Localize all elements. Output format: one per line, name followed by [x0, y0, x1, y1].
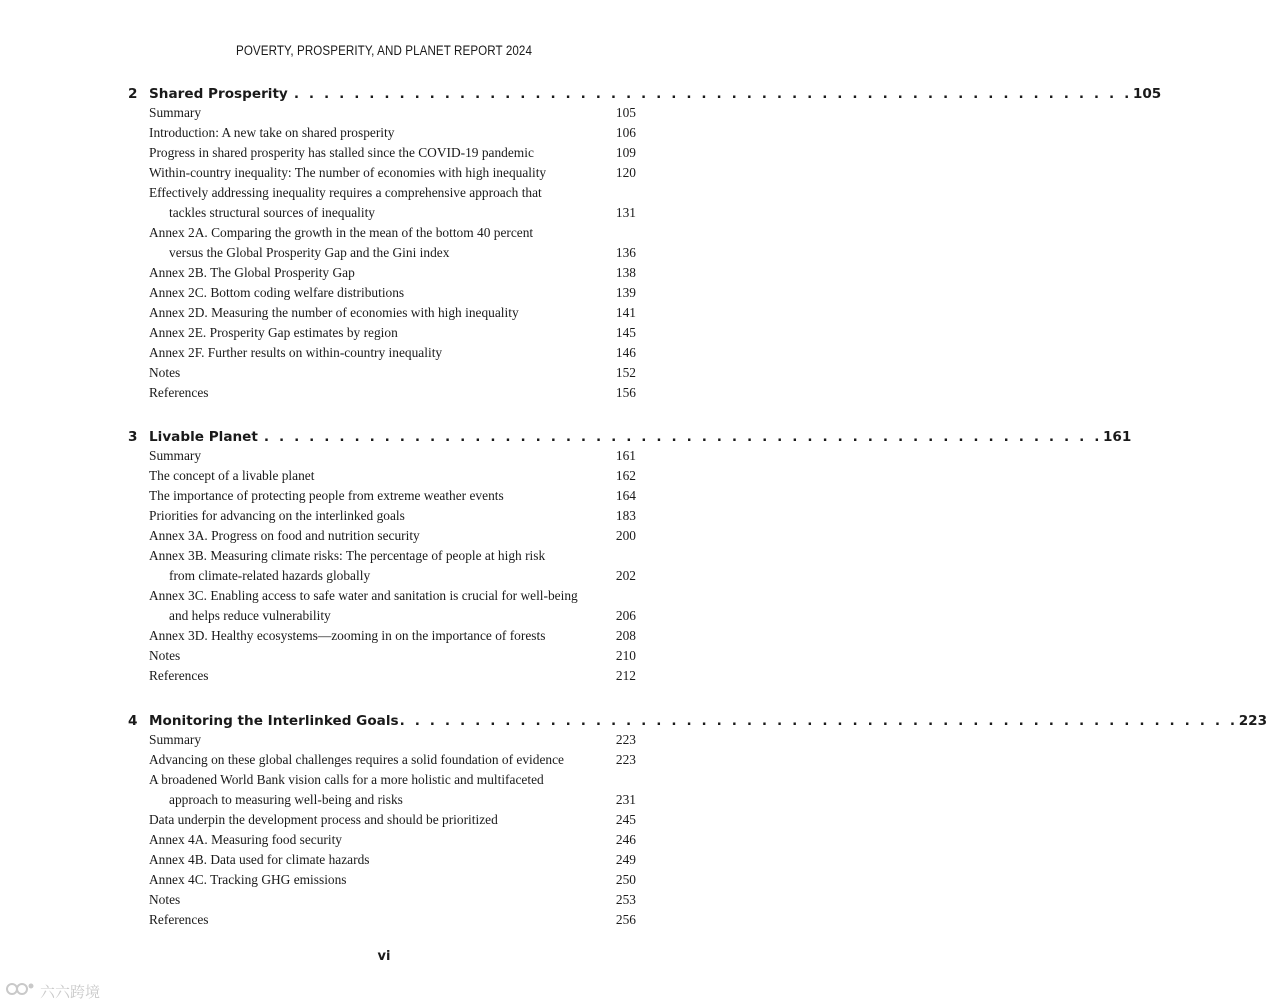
entry-page: 120 — [615, 165, 636, 180]
dot-leader: . . . . . . . . . . . . . . . . . . . . . . . . . . . . . . . . . . . . . . . . . . . . . . . . . . . . . . . . — [263, 429, 1102, 445]
entry-title: Annex 3D. Healthy ecosystems—zooming in on the importance of forests — [149, 628, 546, 643]
toc-entry[interactable] — [0, 750, 768, 770]
entry-page: 208 — [615, 628, 636, 643]
toc-entry[interactable] — [0, 263, 768, 283]
toc-entry[interactable] — [0, 163, 768, 183]
running-header: POVERTY, PROSPERITY, AND PLANET REPORT 2024 — [235, 43, 533, 58]
toc-entry[interactable] — [0, 830, 768, 850]
entry-page: 146 — [615, 345, 636, 360]
watermark — [6, 979, 100, 1003]
entry-page: 200 — [615, 528, 636, 543]
entry-page: 105 — [615, 105, 636, 120]
entry-page: 136 — [615, 245, 636, 260]
toc-entry[interactable] — [0, 466, 768, 486]
entry-title: Annex 3B. Measuring climate risks: The percentage of people at high risk — [149, 548, 546, 563]
entry-title: Annex 2B. The Global Prosperity Gap — [149, 265, 355, 280]
entry-title: References — [149, 668, 209, 683]
entry-title: Notes — [149, 365, 181, 380]
entry-page: 246 — [615, 832, 636, 847]
toc-entry[interactable] — [0, 446, 768, 466]
entry-title: References — [149, 912, 209, 927]
toc-entry[interactable] — [0, 283, 768, 303]
entry-page: 139 — [615, 285, 636, 300]
entry-title-continued: tackles structural sources of inequality — [169, 205, 375, 220]
toc-entry[interactable] — [0, 383, 768, 403]
watermark-logo-icon — [6, 980, 36, 1002]
toc-entry[interactable] — [0, 103, 768, 123]
entry-page: 210 — [615, 648, 636, 663]
toc-entry[interactable] — [0, 870, 768, 890]
entry-page: 162 — [615, 468, 636, 483]
chapter-number: 3 — [128, 429, 138, 445]
entry-title: Advancing on these global challenges requires a solid foundation of evidence — [149, 752, 564, 767]
entry-page: 256 — [615, 912, 636, 927]
entry-title: Annex 2C. Bottom coding welfare distributions — [149, 285, 405, 300]
toc-entry[interactable] — [0, 626, 768, 646]
chapter-entries — [0, 730, 768, 930]
toc-entry[interactable] — [0, 586, 768, 626]
entry-page: 202 — [615, 568, 636, 583]
entry-title: Annex 2D. Measuring the number of economies with high inequality — [149, 305, 519, 320]
chapter-page: 105 — [1132, 86, 1162, 102]
entry-title: Within-country inequality: The number of economies with high inequality — [149, 165, 547, 180]
page-number: vi — [377, 949, 391, 964]
entry-page: 138 — [615, 265, 636, 280]
toc-entry[interactable] — [0, 486, 768, 506]
entry-title: Annex 2F. Further results on within-country inequality — [149, 345, 443, 360]
toc-entry[interactable] — [0, 323, 768, 343]
toc-entry[interactable] — [0, 850, 768, 870]
toc-entry[interactable] — [0, 303, 768, 323]
toc-entry[interactable] — [0, 730, 768, 750]
entry-title: References — [149, 385, 209, 400]
entry-page: 183 — [615, 508, 636, 523]
entry-title: Annex 4C. Tracking GHG emissions — [149, 872, 347, 887]
entry-title: The importance of protecting people from extreme weather events — [149, 488, 504, 503]
toc-entry[interactable] — [0, 770, 768, 810]
entry-page: 109 — [615, 145, 636, 160]
toc-entry[interactable] — [0, 223, 768, 263]
entry-title-continued: from climate-related hazards globally — [169, 568, 371, 583]
toc-entry[interactable] — [0, 123, 768, 143]
chapter-page: 223 — [1238, 713, 1267, 729]
toc-entry[interactable] — [0, 506, 768, 526]
toc-entry[interactable] — [0, 363, 768, 383]
entry-page: 131 — [615, 205, 636, 220]
chapter-entries — [0, 103, 768, 403]
toc-entry[interactable] — [0, 546, 768, 586]
chapter-title[interactable]: Shared Prosperity — [149, 86, 288, 102]
toc-entry[interactable] — [0, 143, 768, 163]
entry-title: Annex 3A. Progress on food and nutrition security — [149, 528, 420, 543]
chapter-page: 161 — [1102, 429, 1132, 445]
toc-entry[interactable] — [0, 890, 768, 910]
entry-title: Notes — [149, 648, 181, 663]
entry-page: 231 — [615, 792, 636, 807]
toc-entry[interactable] — [0, 910, 768, 930]
toc-entry[interactable] — [0, 526, 768, 546]
chapter-number: 4 — [128, 713, 138, 729]
chapter-title[interactable]: Monitoring the Interlinked Goals — [149, 713, 399, 729]
toc-entry[interactable] — [0, 183, 768, 223]
chapter-title[interactable]: Livable Planet — [149, 429, 258, 445]
entry-title-continued: versus the Global Prosperity Gap and the Gini index — [169, 245, 450, 260]
chapter-entries — [0, 446, 768, 686]
entry-page: 106 — [615, 125, 636, 140]
entry-title: Annex 3C. Enabling access to safe water and sanitation is crucial for well-being — [149, 588, 578, 603]
entry-title: Annex 4A. Measuring food security — [149, 832, 343, 847]
entry-page: 164 — [615, 488, 636, 503]
dot-leader: . . . . . . . . . . . . . . . . . . . . . . . . . . . . . . . . . . . . . . . . . . . . . . . . . . . . . . . . — [399, 713, 1238, 729]
entry-title: Annex 2A. Comparing the growth in the mean of the bottom 40 percent — [149, 225, 534, 240]
entry-title: Progress in shared prosperity has stalled since the COVID-19 pandemic — [149, 145, 534, 160]
entry-title-continued: approach to measuring well-being and risks — [169, 792, 403, 807]
dot-leader: . . . . . . . . . . . . . . . . . . . . . . . . . . . . . . . . . . . . . . . . . . . . . . . . . . . . . . . . — [293, 86, 1132, 102]
entry-title-continued: and helps reduce vulnerability — [169, 608, 331, 623]
entry-title: Effectively addressing inequality requires a comprehensive approach that — [149, 185, 542, 200]
watermark-text: 六六跨境 — [40, 982, 101, 1001]
entry-title: Priorities for advancing on the interlinked goals — [149, 508, 405, 523]
entry-title: Summary — [149, 732, 202, 747]
chapter-number: 2 — [128, 86, 138, 102]
entry-page: 249 — [615, 852, 636, 867]
entry-page: 253 — [615, 892, 636, 907]
entry-title: Data underpin the development process and should be prioritized — [149, 812, 498, 827]
entry-title: Annex 2E. Prosperity Gap estimates by region — [149, 325, 398, 340]
entry-page: 212 — [615, 668, 636, 683]
entry-page: 223 — [615, 732, 636, 747]
entry-page: 245 — [615, 812, 636, 827]
entry-page: 223 — [615, 752, 636, 767]
entry-title: Introduction: A new take on shared prosperity — [149, 125, 395, 140]
entry-page: 141 — [615, 305, 636, 320]
entry-title: Notes — [149, 892, 181, 907]
toc-entry[interactable] — [0, 343, 768, 363]
entry-title: A broadened World Bank vision calls for a more holistic and multifaceted — [149, 772, 544, 787]
entry-page: 206 — [615, 608, 636, 623]
toc-entry[interactable] — [0, 666, 768, 686]
entry-title: Summary — [149, 105, 202, 120]
entry-title: Annex 4B. Data used for climate hazards — [149, 852, 370, 867]
entry-page: 145 — [615, 325, 636, 340]
entry-page: 152 — [615, 365, 636, 380]
entry-title: Summary — [149, 448, 202, 463]
entry-page: 156 — [615, 385, 636, 400]
entry-title: The concept of a livable planet — [149, 468, 315, 483]
entry-page: 161 — [615, 448, 636, 463]
toc-entry[interactable] — [0, 646, 768, 666]
toc-entry[interactable] — [0, 810, 768, 830]
entry-page: 250 — [615, 872, 636, 887]
